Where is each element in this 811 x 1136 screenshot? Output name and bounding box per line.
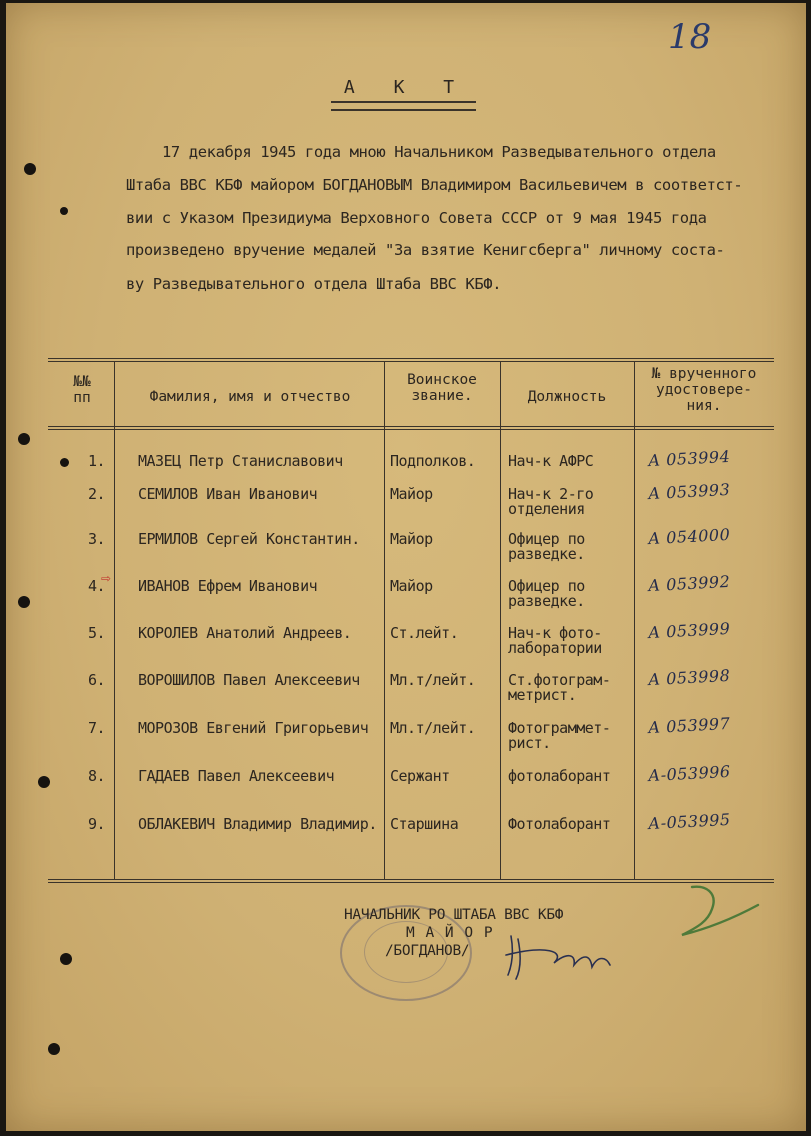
row-position: разведке. [508,592,585,610]
row-rank: Сержант [390,767,450,785]
header-position: Должность [527,389,607,405]
row-name: ИВАНОВ Ефрем Иванович [138,577,318,595]
body-line-4: произведено вручение медалей "За взятие Кенигсберга" личному соста- [126,241,725,259]
row-number: 7. [88,719,106,737]
red-arrow-icon: ⇨ [101,568,111,587]
row-name: ЕРМИЛОВ Сергей Константин. [138,530,360,548]
row-certificate: А 053999 [647,618,731,643]
row-name: КОРОЛЕВ Анатолий Андреев. [138,624,352,642]
signatory-rank: М А Й О Р [406,925,494,941]
punch-hole [60,953,72,965]
check-mark-icon [6,3,806,1131]
row-rank: Майор [390,577,433,595]
row-position: отделения [508,500,585,518]
row-rank: Мл.т/лейт. [390,719,476,737]
row-position: Фотолаборант [508,815,611,833]
header-name: Фамилия, имя и отчество [149,389,351,405]
punch-hole [18,433,30,445]
row-certificate: А 053992 [647,571,731,596]
row-number: 9. [88,815,106,833]
row-certificate: А 054000 [647,524,731,549]
header-num: №№ пп [73,374,91,406]
row-certificate: А-053995 [647,809,732,834]
row-rank: Майор [390,485,433,503]
punch-hole [48,1043,60,1055]
row-name: ВОРОШИЛОВ Павел Алексеевич [138,671,360,689]
header-certificate: № врученного удостовере- ния. [651,366,757,414]
body-line-3: вии с Указом Президиума Верховного Совета СССР от 9 мая 1945 года [126,209,707,227]
row-number: 8. [88,767,106,785]
row-number: 4. [88,577,106,595]
row-rank: Мл.т/лейт. [390,671,476,689]
row-position: Офицер по [508,577,585,595]
row-rank: Ст.лейт. [390,624,459,642]
row-name: ОБЛАКЕВИЧ Владимир Владимир. [138,815,377,833]
row-certificate: А 053998 [647,665,731,690]
body-line-1: 17 декабря 1945 года мною Начальником Разведывательного отдела [162,143,716,161]
body-line-5: ву Разведывательного отдела Штаба ВВС КБФ. [126,275,502,293]
row-name: ГАДАЕВ Павел Алексеевич [138,767,335,785]
row-number: 6. [88,671,106,689]
punch-hole [60,207,68,215]
row-rank: Майор [390,530,433,548]
punch-hole [24,163,36,175]
row-position: разведке. [508,545,585,563]
row-position: Ст.фотограм- [508,671,611,689]
body-line-2: Штаба ВВС КБФ майором БОГДАНОВЫМ Владимиром Васильевичем в соответст- [126,176,743,194]
row-number: 3. [88,530,106,548]
punch-hole [38,776,50,788]
row-rank: Подполков. [390,452,476,470]
row-number: 2. [88,485,106,503]
row-position: Офицер по [508,530,585,548]
row-certificate: А-053996 [647,761,732,786]
row-number: 1. [88,452,106,470]
row-number: 5. [88,624,106,642]
document-title: А К Т [343,77,469,98]
signatory-name: /БОГДАНОВ/ [385,943,470,959]
row-name: МАЗЕЦ Петр Станиславович [138,452,343,470]
header-rank: Воинское звание. [407,372,477,404]
row-certificate: А 053997 [647,713,731,738]
row-certificate: А 053994 [647,446,731,471]
signatory-title: НАЧАЛЬНИК РО ШТАБА ВВС КБФ [344,907,564,923]
row-rank: Старшина [390,815,459,833]
row-certificate: А 053993 [647,479,731,504]
row-position: метрист. [508,686,577,704]
punch-hole [18,596,30,608]
row-position: рист. [508,734,551,752]
row-name: СЕМИЛОВ Иван Иванович [138,485,318,503]
row-position: Нач-к 2-го [508,485,594,503]
row-name: МОРОЗОВ Евгений Григорьевич [138,719,369,737]
row-position: Нач-к фото- [508,624,602,642]
row-position: лаборатории [508,639,602,657]
punch-hole [60,458,69,467]
row-position: фотолаборант [508,767,611,785]
row-position: Фотограммет- [508,719,611,737]
document-page [6,3,806,1131]
folio-number: 18 [668,17,712,57]
row-position: Нач-к АФРС [508,452,594,470]
